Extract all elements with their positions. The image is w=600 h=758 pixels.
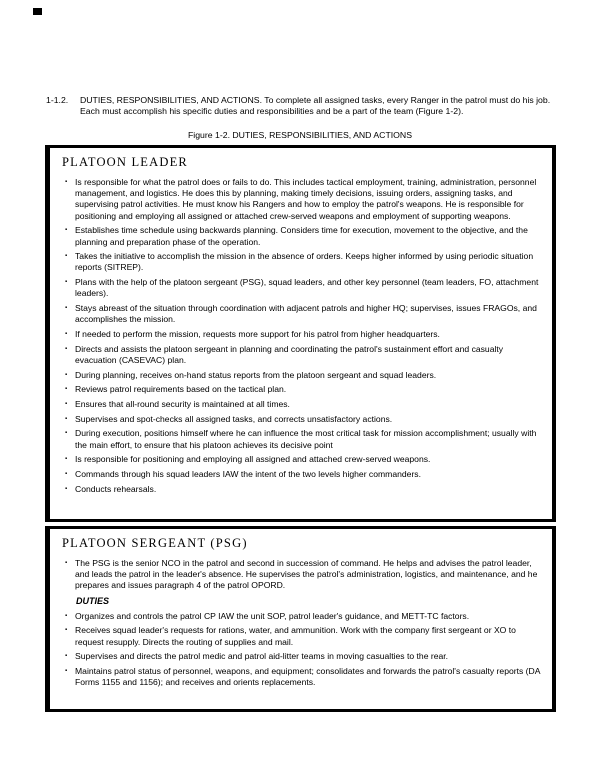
bullet-icon: ▪ (65, 612, 68, 619)
bullet-item (64, 454, 542, 465)
bullet-icon: ▪ (65, 253, 68, 260)
bullet-item (64, 611, 542, 622)
section-text (80, 95, 556, 118)
bullet-item (64, 370, 542, 381)
bullet-icon: ▪ (65, 667, 68, 674)
bullet-text: Reviews patrol requirements based on the tactical plan. (75, 384, 287, 395)
bullet-item (64, 384, 542, 395)
bullet-text: Supervises and spot-checks all assigned tasks, and corrects unsatisfactory actions. (75, 413, 393, 424)
bullet-item (64, 251, 542, 273)
section-body-text: To complete all assigned tasks, every Ranger in the patrol must do his job. Each must accomplish his specific duties and responsibilities and be a part of the team (Figure 1-2). (80, 95, 551, 117)
bullet-item (64, 651, 542, 662)
bullet-item (64, 484, 542, 495)
bullet-text: Ensures that all-round security is maintained at all times. (75, 398, 290, 409)
bullet-text: During planning, receives on-hand status reports from the platoon sergeant and squad leaders. (75, 369, 437, 380)
bullet-icon: ▪ (65, 415, 68, 422)
bullet-icon: ▪ (65, 456, 68, 463)
bullet-item (64, 225, 542, 247)
platoon-leader-panel (45, 145, 556, 522)
platoon-sergeant-panel (45, 526, 556, 712)
bullet-item (64, 428, 542, 450)
bullet-icon: ▪ (65, 330, 68, 337)
bullet-text: Plans with the help of the platoon sergeant (PSG), squad leaders, and other key personnel (team leaders, FO, attachment leaders). (75, 277, 539, 299)
bullet-icon: ▪ (65, 627, 68, 634)
bullet-text: The PSG is the senior NCO in the patrol and second in succession of command. He helps and advises the patrol leader, and leads the patrol in the leader's absence. He supervises the patrol's administration, logistics, and maintenance, and he prepares and issues paragraph 4 of the patrol OPORD. (75, 558, 538, 591)
bullet-item (64, 558, 542, 592)
bullet-text: Commands through his squad leaders IAW the intent of the two levels higher commanders. (75, 468, 421, 479)
bullet-item (64, 277, 542, 299)
bullet-icon: ▪ (65, 560, 68, 566)
bullet-icon: ▪ (65, 227, 68, 234)
bullet-text: Takes the initiative to accomplish the mission in the absence of orders. Keeps higher informed by using periodic situation reports (SITREP). (75, 251, 534, 273)
bullet-item (64, 177, 542, 222)
bullet-text: Is responsible for positioning and employing all assigned and attached crew-served weapons. (75, 454, 431, 465)
bullet-item (64, 414, 542, 425)
bullet-icon: ▪ (65, 345, 68, 352)
bullet-item (64, 666, 542, 688)
bullet-icon: ▪ (65, 371, 68, 378)
bullet-text: Stays abreast of the situation through coordination with adjacent patrols and higher HQ; supervises, issues FRAGOs, and accomplishes the mission. (75, 303, 537, 325)
bullet-icon: ▪ (65, 279, 68, 286)
bullet-icon: ▪ (65, 485, 68, 492)
duties-heading: DUTIES (76, 595, 110, 606)
bullet-text: Maintains patrol status of personnel, weapons, and equipment; consolidates and forwards the patrol's casualty reports (DA Forms 1155 and 1156); and receives and orients replacements. (75, 665, 541, 688)
bullet-item (64, 344, 542, 366)
bullet-text: If needed to perform the mission, requests more support for his patrol from higher headquarters. (75, 328, 440, 339)
bullet-text: Establishes time schedule using backwards planning. Considers time for execution, movement to the objective, and the planning and preparation phase of the operation. (75, 225, 528, 247)
bullet-item (64, 329, 542, 340)
bullet-text: Directs and assists the platoon sergeant in planning and coordinating the patrol's sustainment effort and casualty evacuation (CASEVAC) plan. (75, 343, 504, 365)
platoon-leader-bullet-list (64, 177, 542, 495)
bullet-text: Receives squad leader's requests for rations, water, and ammunition. Work with the company first sergeant or XO to request resupply. Directs the routing of supplies and mail. (75, 625, 516, 647)
bullet-icon: ▪ (65, 400, 68, 407)
bullet-icon: ▪ (65, 470, 68, 477)
section-number: 1-1.2. (46, 95, 69, 105)
bullet-text: During execution, positions himself where he can influence the most critical task for mission accomplishment; usually with the main effort, to ensure that his platoon achieves its decisive point (75, 428, 537, 450)
page-corner-mark (33, 8, 42, 15)
platoon-leader-title: PLATOON LEADER (62, 155, 188, 169)
bullet-icon: ▪ (65, 653, 68, 660)
bullet-item (64, 303, 542, 325)
section-paragraph (46, 95, 556, 118)
platoon-sergeant-duties-list (64, 611, 542, 689)
platoon-sergeant-title: PLATOON SERGEANT (PSG) (62, 536, 248, 550)
platoon-sergeant-intro-list (64, 558, 542, 592)
bullet-item (64, 399, 542, 410)
bullet-icon: ▪ (65, 305, 68, 312)
bullet-icon: ▪ (65, 430, 68, 437)
bullet-item (64, 469, 542, 480)
figure-caption: Figure 1-2. DUTIES, RESPONSIBILITIES, AND ACTIONS (187, 130, 412, 140)
bullet-icon: ▪ (65, 386, 68, 393)
bullet-icon: ▪ (65, 179, 68, 185)
bullet-text: Supervises and directs the patrol medic and patrol aid-litter teams in moving casualties to the rear. (75, 651, 449, 662)
section-heading: DUTIES, RESPONSIBILITIES, AND ACTIONS. (80, 95, 262, 105)
bullet-text: Organizes and controls the patrol CP IAW the unit SOP, patrol leader's guidance, and METT-TC factors. (75, 610, 470, 621)
bullet-item (64, 625, 542, 647)
bullet-text: Conducts rehearsals. (75, 483, 157, 494)
bullet-text: Is responsible for what the patrol does or fails to do. This includes tactical employment, training, administration, personnel management, and logistics. He does this by planning, making timely decisions, issuing orders, assigning tasks, and supervising patrol activities. He must know his Rangers and how to employ the patrol's weapons. He is responsible for positioning and employing all assigned or attached crew-served weapons and employment of supporting weapons. (75, 177, 537, 221)
